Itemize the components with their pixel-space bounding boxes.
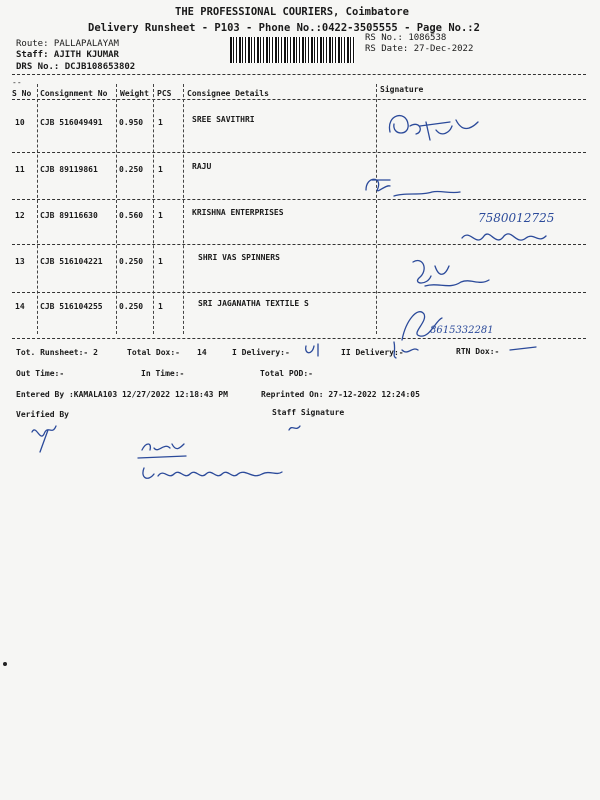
signature-row11 <box>360 170 470 206</box>
row-consignee: RAJU <box>192 162 212 171</box>
out-time: Out Time:- <box>16 369 65 378</box>
row-weight: 0.560 <box>119 211 144 220</box>
row-consignment: CJB 516104255 <box>40 302 103 311</box>
signature-row12-phone: 7580012725 <box>478 211 555 225</box>
row-consignment: CJB 89116630 <box>40 211 98 220</box>
row-sno: 12 <box>15 211 25 220</box>
verifier-signature <box>26 414 66 456</box>
row-consignment: CJB 89119861 <box>40 165 98 174</box>
punch-hole <box>3 662 7 666</box>
row-divider <box>12 199 586 200</box>
row-pcs: 1 <box>158 211 163 220</box>
summary-handwriting <box>300 338 540 360</box>
row-pcs: 1 <box>158 302 163 311</box>
route-label: Route: PALLAPALAYAM <box>16 39 119 49</box>
ii-delivery: II Delivery:- <box>341 348 404 357</box>
row-pcs: 1 <box>158 118 163 127</box>
row-weight: 0.250 <box>119 257 144 266</box>
reprinted-on: Reprinted On: 27-12-2022 12:24:05 <box>261 390 420 399</box>
verified-by: Verified By <box>16 410 69 419</box>
signature-row12 <box>456 224 556 252</box>
row-weight: 0.950 <box>119 118 144 127</box>
tot-runsheet: Tot. Runsheet:- 2 <box>16 348 98 357</box>
signature-row10 <box>380 102 490 150</box>
col-separator <box>116 84 117 334</box>
row-sno: 14 <box>15 302 25 311</box>
i-delivery: I Delivery:- <box>232 348 290 357</box>
row-consignee: SHRI VAS SPINNERS <box>198 253 280 262</box>
divider <box>12 74 586 75</box>
divider <box>12 99 586 100</box>
row-pcs: 1 <box>158 257 163 266</box>
row-pcs: 1 <box>158 165 163 174</box>
col-separator <box>153 84 154 334</box>
dash-mark: -- <box>12 78 22 87</box>
staff-name-script <box>138 460 288 490</box>
row-consignee: KRISHNA ENTERPRISES <box>192 208 284 217</box>
rs-number: RS No.: 1086538 <box>365 33 447 43</box>
staff-initials <box>136 436 196 462</box>
row-consignment: CJB 516049491 <box>40 118 103 127</box>
row-divider <box>12 152 586 153</box>
col-separator <box>183 84 184 334</box>
in-time: In Time:- <box>141 369 185 378</box>
row-sno: 13 <box>15 257 25 266</box>
col-separator <box>37 84 38 334</box>
total-dox-label: Total Dox:- <box>127 348 180 357</box>
col-consignment: Consignment No <box>40 89 108 98</box>
row-consignment: CJB 516104221 <box>40 257 103 266</box>
col-weight: Weight <box>120 89 149 98</box>
signature-row13 <box>405 252 515 296</box>
col-consignee: Consignee Details <box>187 89 269 98</box>
col-pcs: PCS <box>157 89 172 98</box>
col-separator <box>376 84 377 334</box>
staff-signature: Staff Signature <box>272 408 345 417</box>
col-signature: Signature <box>380 85 424 94</box>
row-consignee: SREE SAVITHRI <box>192 115 255 124</box>
row-sno: 11 <box>15 165 25 174</box>
drs-number: DRS No.: DCJB108653802 <box>16 62 136 72</box>
rs-date: RS Date: 27-Dec-2022 <box>365 44 474 54</box>
staff-signature-mark <box>286 420 306 434</box>
barcode <box>230 37 355 63</box>
row-consignee: SRI JAGANATHA TEXTILE S <box>198 299 309 308</box>
rtn-dox: RTN Dox:- <box>456 347 500 356</box>
signature-row14-phone: 8615332281 <box>430 325 494 336</box>
total-dox-value: 14 <box>197 348 207 357</box>
company-title: THE PROFESSIONAL COURIERS, Coimbatore <box>175 6 409 18</box>
staff-label: Staff: AJITH KJUMAR <box>16 50 119 60</box>
row-sno: 10 <box>15 118 25 127</box>
row-weight: 0.250 <box>119 165 144 174</box>
row-weight: 0.250 <box>119 302 144 311</box>
runsheet-subtitle: Delivery Runsheet - P103 - Phone No.:0422-3505555 - Page No.:2 <box>88 22 480 34</box>
entered-by: Entered By :KAMALA103 12/27/2022 12:18:43 PM <box>16 390 228 399</box>
total-pod: Total POD:- <box>260 369 313 378</box>
col-sno: S No <box>12 89 32 98</box>
